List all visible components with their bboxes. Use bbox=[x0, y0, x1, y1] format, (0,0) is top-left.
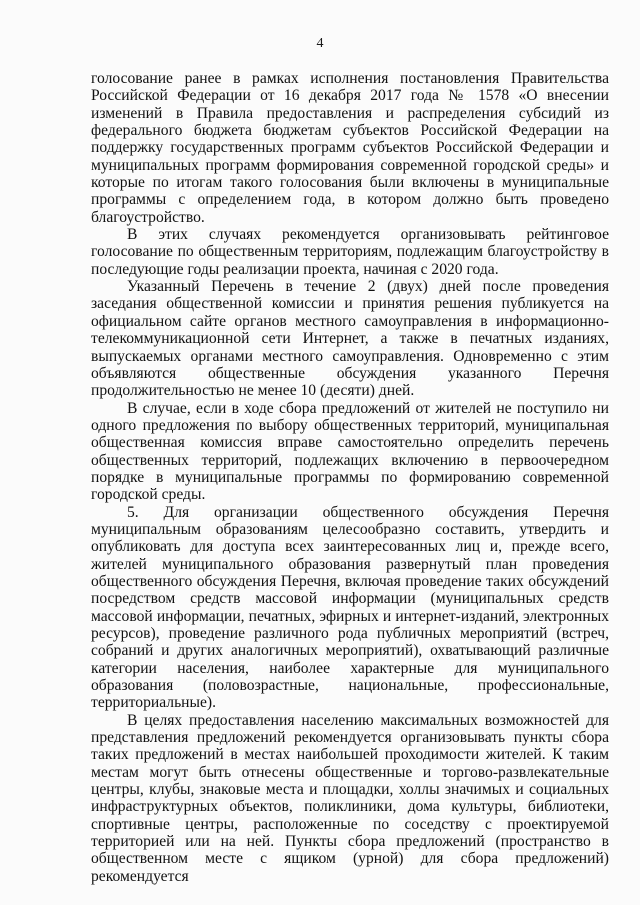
paragraph-item-5: 5. Для организации общественного обсуждения Перечня муниципальным образованиям целесообразно составить, утвердить и опубликовать для доступа всех заинтересованных лиц и, прежде всего, жителей муниципального образования развернутый план проведения общественного обсуждения Перечня, включая проведение таких обсуждений посредством средств массовой информации (муниципальных средств массовой информации, печатных, эфирных и интернет-изданий, электронных ресурсов), проведение различного рода публичных мероприятий (встреч, собраний и других аналогичных мероприятий), охватывающий различные категории населения, наиболее характерные для муниципального образования (половозрастные, национальные, профессиональные, территориальные). bbox=[91, 503, 609, 712]
paragraph-collection-points: В целях предоставления населению максимальных возможностей для представления предложений рекомендуется организовывать пункты сбора таких предложений в местах наибольшей проходимости жителей. К таким местам могут быть отнесены общественные и торгово-развлекательные центры, клубы, знаковые места и площадки, холлы значимых и социальных инфраструктурных объектов, поликлиники, дома культуры, библиотеки, спортивные центры, расположенные по соседству с проектируемой территорией или на ней. Пункты сбора предложений (пространство в общественном месте с ящиком (урной) для сбора предложений) рекомендуется bbox=[91, 711, 609, 885]
document-body bbox=[91, 70, 609, 885]
paragraph-continuation: голосование ранее в рамках исполнения постановления Правительства Российской Федерации от 16 декабря 2017 года № 1578 «О внесении изменений в Правила предоставления и распределения субсидий из федерального бюджета бюджетам субъектов Российской Федерации на поддержку государственных программ субъектов Российской Федерации и муниципальных программ формирования современной городской среды» и которые по итогам такого голосования были включены в муниципальные программы с определением года, в котором должно быть проведено благоустройство. bbox=[91, 70, 609, 226]
paragraph-list-publication: Указанный Перечень в течение 2 (двух) дней после проведения заседания общественной комиссии и принятия решения публикуется на официальном сайте органов местного самоуправления в информационно-телекоммуникационной сети Интернет, а также в печатных изданиях, выпускаемых органами местного самоуправления. Одновременно с этим объявляются общественные обсуждения указанного Перечня продолжительностью не менее 10 (десяти) дней. bbox=[91, 278, 609, 400]
paragraph-rating-vote: В этих случаях рекомендуется организовывать рейтинговое голосование по общественным территориям, подлежащим благоустройству в последующие годы реализации проекта, начиная с 2020 года. bbox=[91, 226, 609, 278]
page-number: 4 bbox=[316, 36, 324, 51]
paragraph-no-proposals: В случае, если в ходе сбора предложений от жителей не поступило ни одного предложения по выбору общественных территорий, муниципальная общественная комиссия вправе самостоятельно определить перечень общественных территорий, подлежащих включению в первоочередном порядке в муниципальные программы по формированию современной городской среды. bbox=[91, 399, 609, 504]
